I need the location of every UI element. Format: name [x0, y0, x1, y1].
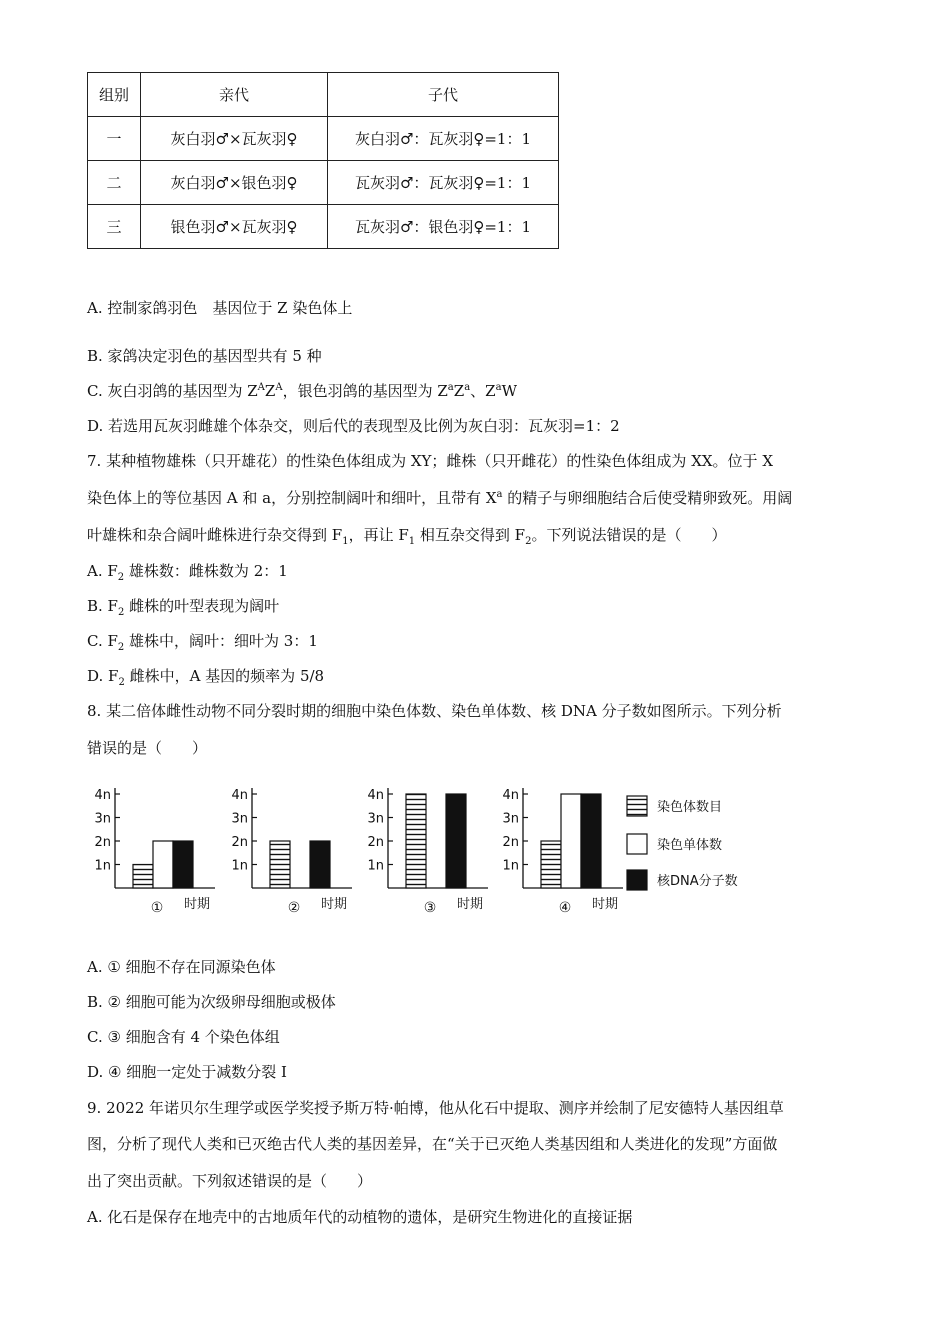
text: C. F: [87, 632, 118, 650]
y-tick-label: 1n: [502, 858, 519, 874]
panel-label: ④: [558, 900, 572, 916]
sub: 2: [117, 607, 125, 618]
y-tick-label: 4n: [502, 788, 519, 803]
text: 的精子与卵细胞结合后使受精卵致死。用阔: [502, 489, 793, 507]
q8-option-a: A. ① 细胞不存在同源染色体: [87, 958, 276, 976]
q9-stem-line1: 9. 2022 年诺贝尔生理学或医学奖授予斯万特·帕博，他从化石中提取、测序并绘制了尼安德特人基因组草: [87, 1099, 784, 1117]
header-offspring: 子代: [328, 73, 559, 117]
panel-label: ①: [150, 900, 164, 916]
sub: 2: [525, 536, 532, 547]
text: 雌株的叶型表现为阔叶: [124, 597, 280, 615]
q6-option-c: [87, 380, 517, 401]
q8-option-b: B. ② 细胞可能为次级卵母细胞或极体: [87, 993, 336, 1011]
x-axis-label: 时期: [591, 897, 619, 912]
text: Z: [453, 382, 465, 400]
table-cell: 瓦灰羽♂：银色羽♀=1：1: [328, 205, 559, 249]
table-cell: 灰白羽♂×瓦灰羽♀: [141, 117, 328, 161]
bar-chart-figure: [87, 782, 847, 932]
sup: a: [495, 382, 502, 393]
table-cell: 瓦灰羽♂：瓦灰羽♀=1：1: [328, 161, 559, 205]
text: C. 灰白羽鸽的基因型为 Z: [87, 382, 258, 400]
legend-swatch: [627, 796, 647, 816]
text: Z: [264, 382, 276, 400]
text: B. F: [87, 597, 118, 615]
y-tick-label: 3n: [502, 811, 519, 827]
text: 相互杂交得到 F: [415, 526, 526, 544]
table-cell: 灰白羽♂×银色羽♀: [141, 161, 328, 205]
header-group: 组别: [88, 73, 141, 117]
x-axis-label: 时期: [456, 897, 484, 912]
bar: [270, 841, 290, 888]
q7-option-d: [87, 665, 324, 688]
q6-option-a: A. 控制家鸽羽色 基因位于 Z 染色体上: [87, 299, 353, 317]
q6-option-d: D. 若选用瓦灰羽雌雄个体杂交，则后代的表现型及比例为灰白羽：瓦灰羽=1：2: [87, 417, 620, 435]
sub: 2: [118, 677, 125, 688]
bar: [133, 865, 153, 889]
text: A. F: [87, 562, 118, 580]
legend-label: 染色单体数: [657, 838, 723, 853]
q7-option-b: [87, 595, 279, 618]
bar: [173, 841, 193, 888]
panel-label: ③: [423, 900, 437, 916]
table-row: [88, 161, 559, 205]
bar: [561, 794, 581, 888]
chart-svg: [87, 782, 847, 932]
y-tick-label: 1n: [231, 858, 248, 874]
text: 、Z: [470, 382, 496, 400]
y-tick-label: 2n: [502, 835, 519, 850]
y-tick-label: 4n: [367, 788, 384, 803]
panel-label: ②: [287, 900, 301, 916]
legend-label: 核DNA分子数: [657, 874, 738, 889]
bar: [446, 794, 466, 888]
table-cell: 一: [88, 117, 141, 161]
text: 染色体上的等位基因 A 和 a，分别控制阔叶和细叶，且带有 X: [87, 489, 497, 507]
table-row: [88, 205, 559, 249]
y-tick-label: 2n: [231, 835, 248, 850]
bar: [310, 841, 330, 888]
q7-option-c: [87, 630, 318, 653]
legend-swatch: [627, 870, 647, 890]
sup: A: [257, 382, 265, 393]
header-parents: 亲代: [141, 73, 328, 117]
text: 雌株中，A 基因的频率为 5/8: [124, 667, 325, 685]
bar: [581, 794, 601, 888]
text: ，再让 F: [348, 526, 409, 544]
y-tick-label: 2n: [367, 835, 384, 850]
q7-stem-line1: 7. 某种植物雄株（只开雄花）的性染色体组成为 XY；雌株（只开雌花）的性染色体组成为 XX。位于 X: [87, 452, 774, 470]
q8-option-c: C. ③ 细胞含有 4 个染色体组: [87, 1028, 280, 1046]
text: D. F: [87, 667, 119, 685]
table-cell: 灰白羽♂：瓦灰羽♀=1：1: [328, 117, 559, 161]
sup: a: [464, 382, 471, 393]
q9-stem-line2: 图，分析了现代人类和已灭绝古代人类的基因差异，在“关于已灭绝人类基因组和人类进化的发现”方面做: [87, 1135, 778, 1153]
q9-option-a: A. 化石是保存在地壳中的古地质年代的动植物的遗体，是研究生物进化的直接证据: [87, 1208, 633, 1226]
bar: [153, 841, 173, 888]
y-tick-label: 1n: [94, 858, 111, 874]
y-tick-label: 4n: [231, 788, 248, 803]
table-cell: 三: [88, 205, 141, 249]
y-tick-label: 3n: [231, 811, 248, 827]
sub: 1: [408, 536, 416, 547]
text: ，银色羽鸽的基因型为 Z: [282, 382, 448, 400]
q8-option-d: D. ④ 细胞一定处于减数分裂 I: [87, 1063, 287, 1081]
text: 雄株数：雌株数为 2：1: [124, 562, 288, 580]
sub: 1: [342, 536, 349, 547]
text: W: [501, 382, 517, 400]
q9-stem-line3: 出了突出贡献。下列叙述错误的是（ ）: [87, 1172, 373, 1190]
q8-stem-line2: 错误的是（ ）: [87, 739, 208, 757]
y-tick-label: 1n: [367, 858, 384, 874]
sup: a: [447, 382, 454, 393]
x-axis-label: 时期: [320, 897, 348, 912]
sup: A: [275, 382, 283, 393]
sub: 2: [117, 572, 125, 583]
text: 。下列说法错误的是（ ）: [531, 526, 727, 544]
y-tick-label: 3n: [94, 811, 111, 827]
q8-stem-line1: 8. 某二倍体雌性动物不同分裂时期的细胞中染色体数、染色单体数、核 DNA 分子数如图所示。下列分析: [87, 702, 782, 720]
bar: [541, 841, 561, 888]
y-tick-label: 4n: [94, 788, 111, 803]
legend-label: 染色体数目: [657, 800, 723, 815]
q7-option-a: [87, 560, 288, 583]
table-cell: 二: [88, 161, 141, 205]
bar: [406, 794, 426, 888]
sup: a: [496, 489, 503, 500]
table-cell: 银色羽♂×瓦灰羽♀: [141, 205, 328, 249]
y-tick-label: 3n: [367, 811, 384, 827]
q7-stem-line2: [87, 487, 792, 508]
x-axis-label: 时期: [183, 897, 211, 912]
cross-table: [87, 72, 559, 249]
y-tick-label: 2n: [94, 835, 111, 850]
text: 叶雄株和杂合阔叶雌株进行杂交得到 F: [87, 526, 343, 544]
sub: 2: [117, 642, 125, 653]
text: 雄株中，阔叶：细叶为 3：1: [124, 632, 318, 650]
legend-swatch: [627, 834, 647, 854]
table-header-row: [88, 73, 559, 117]
table-row: [88, 117, 559, 161]
q7-stem-line3: [87, 524, 726, 547]
q6-option-b: B. 家鸽决定羽色的基因型共有 5 种: [87, 347, 322, 365]
